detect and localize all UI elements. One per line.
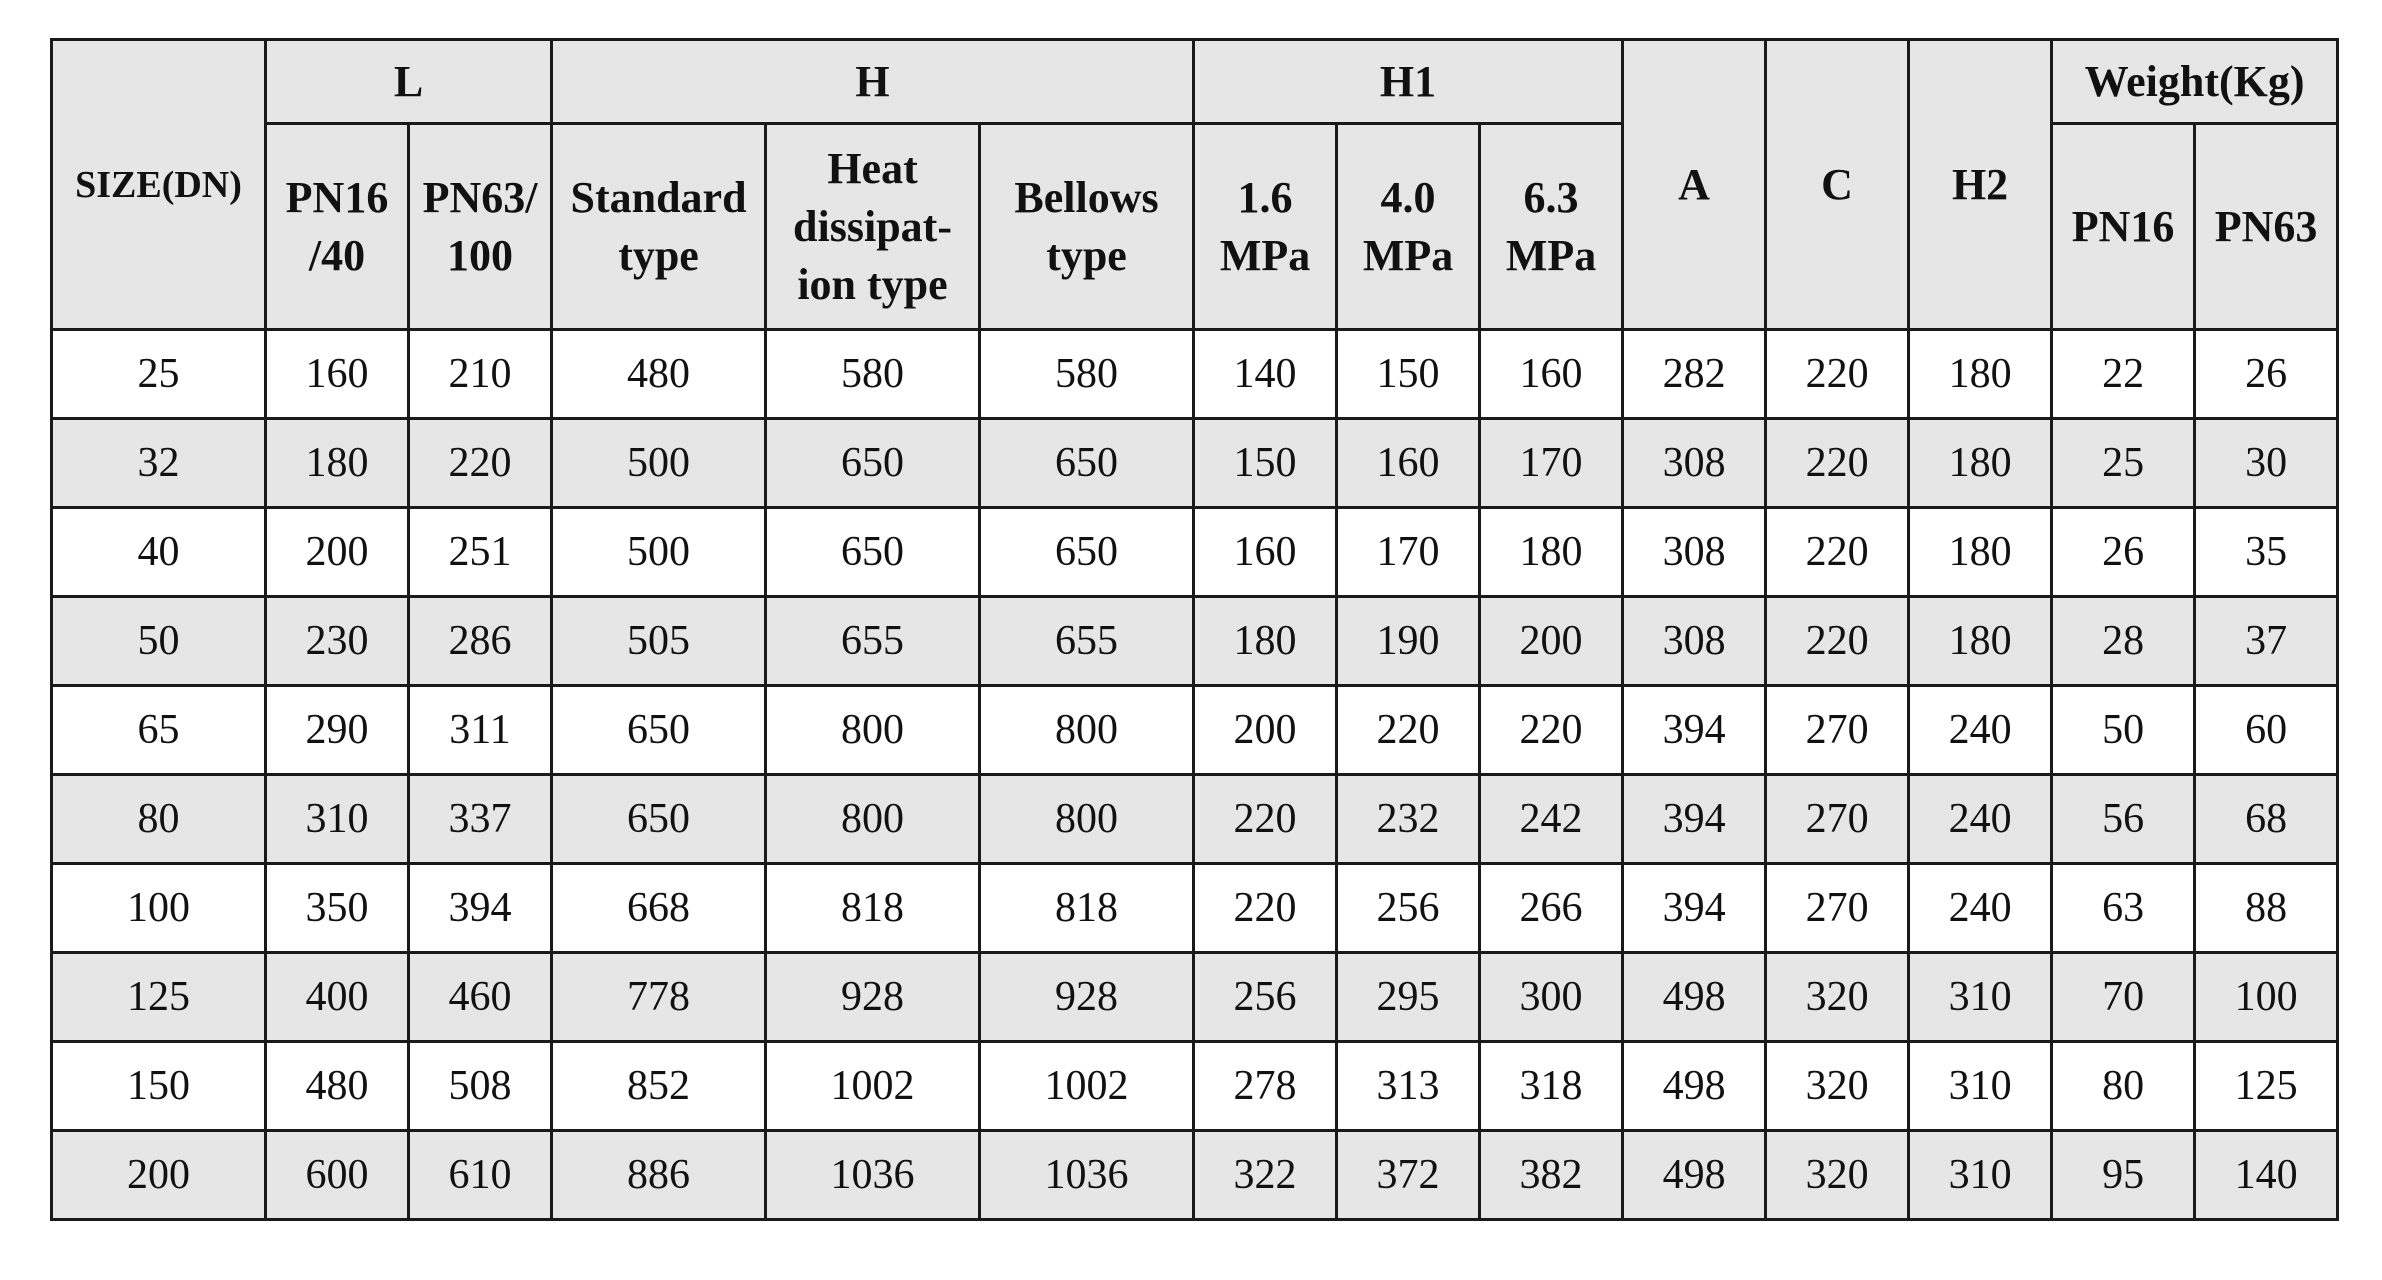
table-cell: 160 [266,330,409,419]
table-cell: 650 [552,775,766,864]
header-H2: H2 [1909,40,2052,330]
table-cell: 25 [2052,419,2195,508]
header-A: A [1623,40,1766,330]
table-cell: 500 [552,419,766,508]
table-cell: 80 [52,775,266,864]
table-cell: 80 [2052,1042,2195,1131]
table-cell: 180 [1909,419,2052,508]
table-cell: 100 [52,864,266,953]
table-cell: 140 [1194,330,1337,419]
header-H1: H1 [1194,40,1623,124]
table-cell: 40 [52,508,266,597]
table-cell: 256 [1337,864,1480,953]
table-cell: 928 [980,953,1194,1042]
header-label: Bellows type [1014,172,1159,280]
table-cell: 200 [1194,686,1337,775]
table-cell: 295 [1337,953,1480,1042]
table-cell: 322 [1194,1131,1337,1220]
table-cell: 800 [766,775,980,864]
table-cell: 220 [1337,686,1480,775]
table-cell: 286 [409,597,552,686]
table-cell: 125 [52,953,266,1042]
table-cell: 210 [409,330,552,419]
table-cell: 32 [52,419,266,508]
table-cell: 270 [1766,775,1909,864]
table-cell: 650 [552,686,766,775]
table-cell: 382 [1480,1131,1623,1220]
table-cell: 28 [2052,597,2195,686]
header-H1-1-6mpa [1194,124,1337,330]
table-cell: 313 [1337,1042,1480,1131]
table-cell: 180 [1909,508,2052,597]
table-cell: 300 [1480,953,1623,1042]
table-cell: 505 [552,597,766,686]
table-cell: 308 [1623,419,1766,508]
table-cell: 270 [1766,864,1909,953]
table-cell: 30 [2195,419,2338,508]
table-cell: 310 [1909,1042,2052,1131]
table-cell: 650 [980,419,1194,508]
table-cell: 308 [1623,597,1766,686]
table-cell: 508 [409,1042,552,1131]
table-cell: 778 [552,953,766,1042]
table-cell: 394 [1623,686,1766,775]
header-H-bellows [980,124,1194,330]
table-cell: 25 [52,330,266,419]
table-cell: 220 [1480,686,1623,775]
table-cell: 655 [980,597,1194,686]
table-row [52,686,2338,775]
table-cell: 50 [2052,686,2195,775]
header-weight: Weight(Kg) [2052,40,2338,124]
table-cell: 160 [1194,508,1337,597]
table-cell: 350 [266,864,409,953]
table-cell: 580 [766,330,980,419]
table-cell: 220 [1766,597,1909,686]
table-cell: 251 [409,508,552,597]
table-cell: 655 [766,597,980,686]
table-row [52,330,2338,419]
table-cell: 50 [52,597,266,686]
table-body [52,330,2338,1220]
header-label: Standard type [570,172,747,280]
table-row [52,775,2338,864]
table-cell: 242 [1480,775,1623,864]
table-cell: 310 [1909,1131,2052,1220]
table-cell: 394 [1623,864,1766,953]
table-cell: 394 [1623,775,1766,864]
table-cell: 150 [52,1042,266,1131]
dimension-table [50,38,2339,1221]
table-cell: 320 [1766,1131,1909,1220]
table-cell: 650 [766,508,980,597]
table-cell: 100 [2195,953,2338,1042]
header-label: 1.6 MPa [1219,172,1311,280]
table-row [52,864,2338,953]
table-cell: 650 [766,419,980,508]
table-cell: 220 [1194,775,1337,864]
table-cell: 60 [2195,686,2338,775]
header-row-top [52,40,2338,124]
header-label: Heat dissipat- ion type [793,143,952,309]
table-cell: 610 [409,1131,552,1220]
table-cell: 1002 [980,1042,1194,1131]
table-cell: 160 [1337,419,1480,508]
header-H1-4-0mpa [1337,124,1480,330]
table-cell: 180 [1909,330,2052,419]
table-cell: 26 [2052,508,2195,597]
table-cell: 150 [1194,419,1337,508]
table-cell: 886 [552,1131,766,1220]
table-cell: 928 [766,953,980,1042]
table-row [52,1131,2338,1220]
table-cell: 460 [409,953,552,1042]
table-cell: 480 [266,1042,409,1131]
table-cell: 500 [552,508,766,597]
table-cell: 580 [980,330,1194,419]
table-cell: 240 [1909,686,2052,775]
header-H1-6-3mpa [1480,124,1623,330]
table-cell: 498 [1623,1131,1766,1220]
table-cell: 88 [2195,864,2338,953]
table-cell: 170 [1480,419,1623,508]
header-L-pn63-100 [409,124,552,330]
table-row [52,508,2338,597]
table-cell: 200 [52,1131,266,1220]
table-cell: 270 [1766,686,1909,775]
table-cell: 310 [1909,953,2052,1042]
table-cell: 230 [266,597,409,686]
table-cell: 337 [409,775,552,864]
table-cell: 170 [1337,508,1480,597]
table-cell: 480 [552,330,766,419]
table-cell: 220 [1766,419,1909,508]
table-cell: 320 [1766,953,1909,1042]
table-cell: 498 [1623,1042,1766,1131]
table-row [52,419,2338,508]
table-cell: 95 [2052,1131,2195,1220]
table-cell: 311 [409,686,552,775]
table-cell: 818 [766,864,980,953]
header-size: SIZE(DN) [52,40,266,330]
table-cell: 1036 [980,1131,1194,1220]
table-row [52,1042,2338,1131]
table-cell: 290 [266,686,409,775]
table-row [52,597,2338,686]
table-cell: 394 [409,864,552,953]
table-cell: 140 [2195,1131,2338,1220]
table-cell: 668 [552,864,766,953]
table-cell: 232 [1337,775,1480,864]
header-label: 4.0 MPa [1362,172,1454,280]
table-cell: 498 [1623,953,1766,1042]
table-cell: 1002 [766,1042,980,1131]
table-cell: 150 [1337,330,1480,419]
table-cell: 266 [1480,864,1623,953]
table-cell: 180 [1909,597,2052,686]
table-cell: 220 [1766,508,1909,597]
header-C: C [1766,40,1909,330]
table-cell: 240 [1909,864,2052,953]
table-cell: 282 [1623,330,1766,419]
table-cell: 600 [266,1131,409,1220]
table-cell: 70 [2052,953,2195,1042]
table-cell: 56 [2052,775,2195,864]
header-L: L [266,40,552,124]
table-cell: 372 [1337,1131,1480,1220]
table-cell: 818 [980,864,1194,953]
header-L-pn16-40 [266,124,409,330]
header-H-standard [552,124,766,330]
table-cell: 180 [1480,508,1623,597]
header-label: 6.3 MPa [1505,172,1597,280]
table-cell: 200 [1480,597,1623,686]
table-cell: 190 [1337,597,1480,686]
table-cell: 852 [552,1042,766,1131]
table-cell: 180 [1194,597,1337,686]
table-cell: 240 [1909,775,2052,864]
table-cell: 800 [980,686,1194,775]
table-cell: 65 [52,686,266,775]
table-cell: 220 [1766,330,1909,419]
table-cell: 400 [266,953,409,1042]
table-cell: 318 [1480,1042,1623,1131]
table-cell: 800 [766,686,980,775]
table-cell: 35 [2195,508,2338,597]
table-cell: 256 [1194,953,1337,1042]
table-cell: 63 [2052,864,2195,953]
table-cell: 320 [1766,1042,1909,1131]
header-weight-pn16: PN16 [2052,124,2195,330]
table-cell: 125 [2195,1042,2338,1131]
table-cell: 308 [1623,508,1766,597]
header-label: PN63/ 100 [422,172,538,280]
table-cell: 160 [1480,330,1623,419]
table-cell: 37 [2195,597,2338,686]
table-cell: 310 [266,775,409,864]
table-cell: 68 [2195,775,2338,864]
table-cell: 1036 [766,1131,980,1220]
header-H: H [552,40,1194,124]
header-label: PN16 /40 [285,172,389,280]
table-cell: 650 [980,508,1194,597]
table-row [52,953,2338,1042]
table-cell: 278 [1194,1042,1337,1131]
table-cell: 220 [1194,864,1337,953]
table-cell: 200 [266,508,409,597]
header-H-heat-dissipation [766,124,980,330]
header-weight-pn63: PN63 [2195,124,2338,330]
table-cell: 180 [266,419,409,508]
table-cell: 800 [980,775,1194,864]
table-cell: 26 [2195,330,2338,419]
table-cell: 22 [2052,330,2195,419]
table-cell: 220 [409,419,552,508]
